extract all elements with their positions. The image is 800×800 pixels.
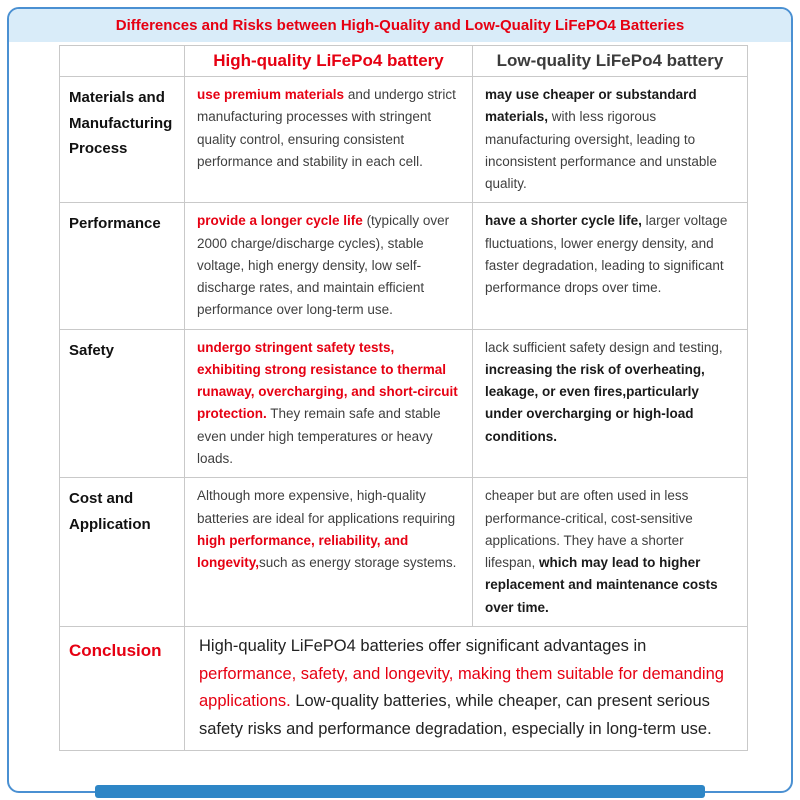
comparison-table	[59, 45, 748, 751]
row-label: Safety	[60, 329, 185, 478]
table-row	[60, 203, 748, 329]
low-quality-cell: have a shorter cycle life, larger voltage fluctuations, lower energy density, and faster degradation, leading to significant performance drops over time.	[473, 203, 748, 329]
high-quality-cell: provide a longer cycle life (typically over 2000 charge/discharge cycles), stable voltage, high energy density, low self-discharge rates, and maintain efficient performance over long-term use.	[185, 203, 473, 329]
conclusion-row	[60, 626, 748, 750]
conclusion-label: Conclusion	[60, 626, 185, 750]
low-quality-cell: cheaper but are often used in less performance-critical, cost-sensitive applications. They have a shorter lifespan, which may lead to higher replacement and maintenance costs over time.	[473, 478, 748, 627]
conclusion-cell: High-quality LiFePO4 batteries offer significant advantages in performance, safety, and longevity, making them suitable for demanding applications. Low-quality batteries, while cheaper, can present serious safety risks and performance degradation, especially in long-term use.	[185, 626, 748, 750]
low-quality-cell: lack sufficient safety design and testing, increasing the risk of overheating, leakage, or even fires,particularly under overcharging or high-load conditions.	[473, 329, 748, 478]
row-label: Cost and Application	[60, 478, 185, 627]
column-header-low: Low-quality LiFePo4 battery	[473, 46, 748, 77]
table-row	[60, 77, 748, 203]
high-quality-cell: undergo stringent safety tests, exhibiting strong resistance to thermal runaway, overcharging, and short-circuit protection. They remain safe and stable even under high temperatures or heavy loads.	[185, 329, 473, 478]
row-label: Performance	[60, 203, 185, 329]
page-title: Differences and Risks between High-Quality and Low-Quality LiFePO4 Batteries	[9, 9, 791, 42]
high-quality-cell: Although more expensive, high-quality batteries are ideal for applications requiring high performance, reliability, and longevity,such as energy storage systems.	[185, 478, 473, 627]
low-quality-cell: may use cheaper or substandard materials, with less rigorous manufacturing oversight, leading to inconsistent performance and unstable quality.	[473, 77, 748, 203]
table-row	[60, 329, 748, 478]
comparison-card	[7, 7, 793, 793]
column-header-high: High-quality LiFePo4 battery	[185, 46, 473, 77]
bottom-bar	[95, 785, 705, 798]
corner-cell	[60, 46, 185, 77]
header-row	[60, 46, 748, 77]
high-quality-cell: use premium materials and undergo strict manufacturing processes with stringent quality control, ensuring consistent performance and stability in each cell.	[185, 77, 473, 203]
table-row	[60, 478, 748, 627]
row-label: Materials and Manufacturing Process	[60, 77, 185, 203]
